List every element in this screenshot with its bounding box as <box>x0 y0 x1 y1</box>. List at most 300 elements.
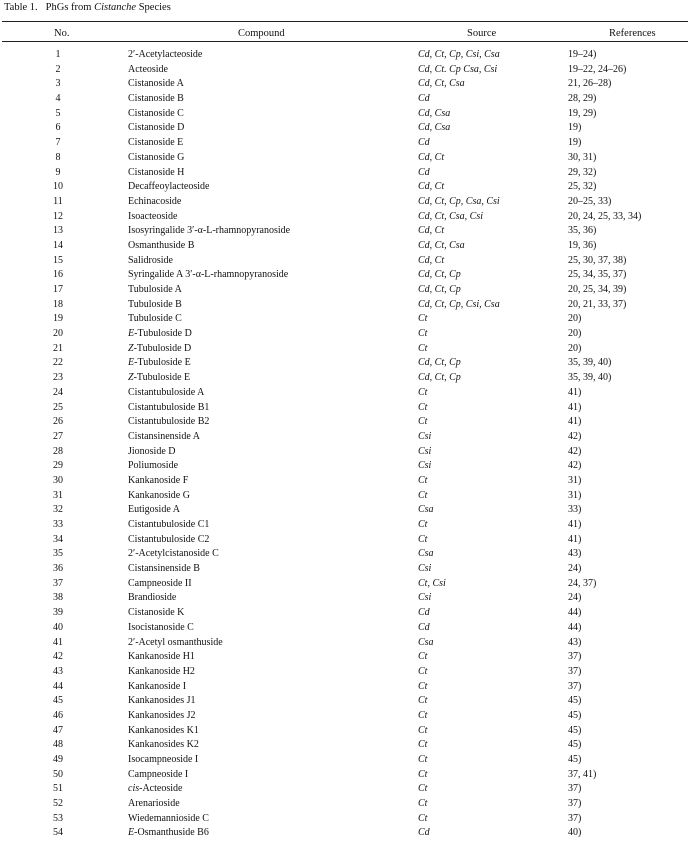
row-number: 25 <box>53 401 63 413</box>
compound-stereo-prefix: E <box>128 827 135 839</box>
compound-cell <box>128 547 219 562</box>
compound-name: 2′-Acetyl osmanthuside <box>128 636 223 648</box>
compound-name: Echinacoside <box>128 195 182 207</box>
table-row <box>0 107 691 122</box>
source-cell: Cd <box>418 621 430 633</box>
table-caption-title-end: Species <box>136 2 171 13</box>
compound-stereo-prefix: Z <box>128 372 134 384</box>
row-number: 20 <box>53 328 63 340</box>
compound-cell <box>128 812 209 827</box>
source-cell: Csi <box>418 592 432 604</box>
compound-name: Campneoside II <box>128 577 192 589</box>
references-cell: 19–24) <box>568 49 597 60</box>
source-cell: Ct <box>418 342 428 354</box>
references-cell: 45) <box>568 695 582 707</box>
row-number: 23 <box>53 372 63 384</box>
table-row <box>0 826 691 841</box>
compound-name: Wiedemannioside C <box>128 812 209 824</box>
compound-name: Campneoside I <box>128 768 189 780</box>
compound-name: -Tubuloside E <box>133 372 191 384</box>
references-cell: 20, 21, 33, 37) <box>568 298 627 310</box>
references-cell: 19) <box>568 122 582 134</box>
table-caption <box>4 1 171 15</box>
references-cell: 33) <box>568 504 582 516</box>
references-cell: 45) <box>568 754 582 765</box>
compound-name: Cistanoside A <box>128 78 184 90</box>
compound-name: Cistanoside K <box>128 607 185 619</box>
table-row <box>0 459 691 474</box>
table-header-rule <box>2 41 688 42</box>
source-cell: Csa <box>418 504 434 516</box>
source-cell: Cd, Ct, Cp, Csa, Csi <box>418 195 500 207</box>
compound-cell <box>128 738 199 753</box>
compound-stereo-prefix: E <box>128 328 135 340</box>
row-number: 26 <box>53 416 63 428</box>
compound-name: Cistanoside D <box>128 122 185 134</box>
compound-cell <box>128 533 209 548</box>
table-row <box>0 48 691 63</box>
compound-name: 2′-Acetylacteoside <box>128 49 203 60</box>
references-cell: 37) <box>568 798 582 810</box>
table-row <box>0 371 691 386</box>
source-cell: Ct <box>418 519 428 530</box>
compound-cell <box>128 312 182 327</box>
compound-cell <box>128 503 180 518</box>
table-row <box>0 415 691 430</box>
compound-name: Cistansinenside B <box>128 563 200 575</box>
table-row <box>0 753 691 768</box>
source-cell: Ct <box>418 724 428 736</box>
compound-name: Cistantubuloside C2 <box>128 533 210 545</box>
compound-name: -Tubuloside D <box>134 328 192 340</box>
compound-cell <box>128 445 176 460</box>
references-cell: 30, 31) <box>568 151 597 163</box>
row-number: 22 <box>53 357 63 369</box>
table-row <box>0 195 691 210</box>
compound-cell <box>128 210 177 225</box>
row-number: 40 <box>53 621 63 633</box>
compound-cell <box>128 63 168 78</box>
compound-name: Kankanosides J1 <box>128 695 196 707</box>
row-number: 13 <box>53 225 63 237</box>
references-cell: 37) <box>568 651 582 663</box>
compound-name: -Acteoside <box>139 783 183 795</box>
table-row <box>0 489 691 504</box>
compound-name: Arenarioside <box>128 798 180 810</box>
source-cell: Ct <box>418 783 428 795</box>
compound-name: 2′-Acetylcistanoside C <box>128 548 219 560</box>
table-row <box>0 812 691 827</box>
table-row <box>0 738 691 753</box>
compound-stereo-prefix: cis <box>128 783 140 795</box>
references-cell: 41) <box>568 416 582 428</box>
source-cell: Ct <box>418 651 428 663</box>
row-number: 38 <box>53 592 63 604</box>
table-row <box>0 268 691 283</box>
compound-name: Kankanoside H2 <box>128 665 195 677</box>
row-number: 2 <box>55 63 61 75</box>
table-row <box>0 342 691 357</box>
references-cell: 35, 39, 40) <box>568 357 612 369</box>
source-cell: Cd, Ct, Csa, Csi <box>418 210 484 222</box>
source-cell: Csi <box>418 460 432 472</box>
table-row <box>0 591 691 606</box>
references-cell: 42) <box>568 445 582 457</box>
compound-cell <box>128 724 199 739</box>
table-row <box>0 533 691 548</box>
compound-cell <box>128 77 184 92</box>
row-number: 41 <box>53 636 63 648</box>
row-number: 43 <box>53 665 63 677</box>
table-caption-prefix: Table 1. <box>4 2 38 13</box>
references-cell: 20) <box>568 328 582 340</box>
table-caption-title-start: PhGs from <box>45 2 95 13</box>
row-number: 15 <box>53 254 63 266</box>
compound-cell <box>128 518 209 533</box>
references-cell: 24, 37) <box>568 577 597 589</box>
row-number: 24 <box>53 386 63 398</box>
table-row <box>0 77 691 92</box>
compound-name: Isocistanoside C <box>128 621 194 633</box>
source-cell: Cd, Ct <box>418 181 445 193</box>
source-cell: Cd, Csa <box>418 122 451 134</box>
compound-cell <box>128 709 196 724</box>
table-row <box>0 312 691 327</box>
table-row <box>0 180 691 195</box>
compound-name: Kankanosides K2 <box>128 739 199 751</box>
table-row <box>0 445 691 460</box>
row-number: 35 <box>53 548 63 560</box>
table-row <box>0 210 691 225</box>
references-cell: 41) <box>568 533 582 545</box>
table-row <box>0 650 691 665</box>
table-row <box>0 665 691 680</box>
column-header-source: Source <box>467 28 497 39</box>
table-caption-genus: Cistanche <box>94 2 137 13</box>
source-cell: Ct <box>418 739 428 751</box>
compound-name: Salidroside <box>128 254 173 266</box>
column-header-compound: Compound <box>238 28 285 39</box>
references-cell: 40) <box>568 827 582 839</box>
row-number: 32 <box>53 504 63 516</box>
source-cell: Cd, Ct, Cp, Csi, Csa <box>418 298 500 310</box>
references-cell: 20–25, 33) <box>568 195 612 207</box>
compound-cell <box>128 327 192 342</box>
source-cell: Csa <box>418 548 434 560</box>
references-cell: 20) <box>568 342 582 354</box>
source-cell: Ct <box>418 812 428 824</box>
source-cell: Cd, Ct, Cp <box>418 284 461 295</box>
compound-cell <box>128 665 195 680</box>
column-header-no: No. <box>54 28 70 39</box>
row-number: 30 <box>53 474 63 486</box>
source-cell: Csi <box>418 563 432 575</box>
compound-cell <box>128 386 204 401</box>
compound-cell <box>128 562 200 577</box>
source-cell: Cd <box>418 166 430 178</box>
row-number: 36 <box>53 563 63 575</box>
compound-name: Isosyringalide 3′-α-L-rhamnopyranoside <box>128 225 291 237</box>
row-number: 12 <box>53 210 63 222</box>
table-row <box>0 694 691 709</box>
source-cell: Cd, Ct, Cp <box>418 357 461 369</box>
table-row <box>0 283 691 298</box>
source-cell: Cd <box>418 137 430 149</box>
table-row <box>0 63 691 78</box>
compound-name: Brandioside <box>128 592 177 604</box>
references-cell: 37) <box>568 812 582 824</box>
compound-name: Cistantubuloside B2 <box>128 416 210 428</box>
row-number: 5 <box>55 107 61 119</box>
compound-cell <box>128 283 182 298</box>
compound-name: Kankanoside G <box>128 489 190 501</box>
compound-cell <box>128 92 184 107</box>
compound-name: Kankanosides J2 <box>128 709 196 721</box>
compound-name: Cistanoside C <box>128 107 184 119</box>
table-top-rule <box>2 21 688 22</box>
compound-cell <box>128 48 202 63</box>
compound-cell <box>128 694 196 709</box>
table-row <box>0 606 691 621</box>
references-cell: 19, 29) <box>568 107 597 119</box>
table-row <box>0 680 691 695</box>
table-row <box>0 356 691 371</box>
row-number: 11 <box>53 195 63 207</box>
compound-cell <box>128 753 198 768</box>
compound-name: Tubuloside A <box>128 284 182 295</box>
compound-name: Cistantubuloside A <box>128 386 205 398</box>
row-number: 10 <box>53 181 63 193</box>
compound-name: Kankanoside I <box>128 680 187 692</box>
row-number: 52 <box>53 798 63 810</box>
table-row <box>0 136 691 151</box>
table-row <box>0 474 691 489</box>
source-cell: Ct <box>418 401 428 413</box>
references-cell: 45) <box>568 724 582 736</box>
references-cell: 21, 26–28) <box>568 78 612 90</box>
references-cell: 25, 34, 35, 37) <box>568 269 627 281</box>
row-number: 29 <box>53 460 63 472</box>
references-cell: 45) <box>568 709 582 721</box>
source-cell: Cd, Ct, Cp <box>418 269 461 281</box>
row-number: 19 <box>53 313 63 325</box>
source-cell: Cd, Ct, Csa <box>418 78 465 90</box>
compound-name: Tubuloside B <box>128 298 182 310</box>
table-row <box>0 239 691 254</box>
references-cell: 35, 36) <box>568 225 597 237</box>
table-row <box>0 166 691 181</box>
source-cell: Cd, Ct, Cp, Csi, Csa <box>418 49 500 60</box>
row-number: 46 <box>53 709 63 721</box>
table-row <box>0 577 691 592</box>
compound-cell <box>128 342 191 357</box>
row-number: 37 <box>53 577 63 589</box>
references-cell: 43) <box>568 636 582 648</box>
compound-cell <box>128 474 188 489</box>
compound-name: Isoacteoside <box>128 210 178 222</box>
compound-cell <box>128 797 180 812</box>
source-cell: Ct <box>418 489 428 501</box>
compound-cell <box>128 680 186 695</box>
table-row <box>0 151 691 166</box>
compound-cell <box>128 401 209 416</box>
table-body <box>0 48 691 841</box>
compound-name: Cistanoside H <box>128 166 185 178</box>
table-row <box>0 724 691 739</box>
source-cell: Ct <box>418 768 428 780</box>
references-cell: 41) <box>568 401 582 413</box>
references-cell: 25, 32) <box>568 181 597 193</box>
compound-cell <box>128 166 184 181</box>
source-cell: Cd <box>418 607 430 619</box>
references-cell: 31) <box>568 474 582 486</box>
compound-name: -Tubuloside E <box>134 357 191 369</box>
compound-name: Tubuloside C <box>128 313 182 325</box>
references-cell: 37) <box>568 783 582 795</box>
references-cell: 29, 32) <box>568 166 597 178</box>
row-number: 45 <box>53 695 63 707</box>
references-cell: 20, 24, 25, 33, 34) <box>568 210 642 222</box>
source-cell: Ct <box>418 416 428 428</box>
row-number: 39 <box>53 607 63 619</box>
row-number: 18 <box>53 298 63 310</box>
source-cell: Ct <box>418 665 428 677</box>
table-row <box>0 224 691 239</box>
compound-stereo-prefix: E <box>128 357 135 369</box>
column-header-references: References <box>609 28 656 39</box>
references-cell: 19–22, 24–26) <box>568 63 627 75</box>
source-cell: Ct <box>418 709 428 721</box>
row-number: 14 <box>53 239 63 251</box>
table-row <box>0 797 691 812</box>
references-cell: 24) <box>568 563 582 575</box>
row-number: 33 <box>53 519 63 530</box>
compound-name: Decaffeoylacteoside <box>128 181 210 193</box>
table-row <box>0 518 691 533</box>
compound-cell <box>128 591 176 606</box>
row-number: 1 <box>55 49 61 60</box>
table-row <box>0 768 691 783</box>
source-cell: Csi <box>418 430 432 442</box>
row-number: 50 <box>53 768 63 780</box>
source-cell: Cd, Ct. Cp Csa, Csi <box>418 63 498 75</box>
references-cell: 19) <box>568 137 582 149</box>
compound-name: Osmanthuside B <box>128 239 195 251</box>
row-number: 47 <box>53 724 63 736</box>
compound-name: Syringalide A 3′-α-L-rhamnopyranoside <box>128 269 289 281</box>
compound-cell <box>128 650 195 665</box>
row-number: 42 <box>53 651 63 663</box>
references-cell: 42) <box>568 430 582 442</box>
table-row <box>0 327 691 342</box>
compound-name: Eutigoside A <box>128 504 180 516</box>
compound-cell <box>128 254 173 269</box>
table-row <box>0 254 691 269</box>
compound-name: Acteoside <box>128 63 168 75</box>
table-row <box>0 401 691 416</box>
table-row <box>0 636 691 651</box>
compound-cell <box>128 430 200 445</box>
compound-stereo-prefix: Z <box>128 342 134 354</box>
row-number: 7 <box>55 137 61 149</box>
row-number: 4 <box>55 93 61 105</box>
references-cell: 24) <box>568 592 582 604</box>
compound-name: Cistantubuloside B1 <box>128 401 210 413</box>
compound-cell <box>128 782 182 797</box>
compound-cell <box>128 371 190 386</box>
row-number: 53 <box>53 812 63 824</box>
source-cell: Ct <box>418 474 428 486</box>
table-row <box>0 92 691 107</box>
compound-name: Poliumoside <box>128 460 179 472</box>
compound-name: Kankanoside H1 <box>128 651 195 663</box>
references-cell: 45) <box>568 739 582 751</box>
source-cell: Ct <box>418 386 428 398</box>
compound-cell <box>128 826 209 841</box>
compound-cell <box>128 577 192 592</box>
compound-name: -Osmanthuside B6 <box>134 827 209 839</box>
compound-cell <box>128 621 194 636</box>
row-number: 8 <box>55 151 61 163</box>
source-cell: Ct <box>418 680 428 692</box>
references-cell: 28, 29) <box>568 93 597 105</box>
compound-cell <box>128 224 290 239</box>
row-number: 21 <box>53 342 63 354</box>
references-cell: 37) <box>568 680 582 692</box>
references-cell: 41) <box>568 519 582 530</box>
table-row <box>0 782 691 797</box>
source-cell: Cd, Ct <box>418 225 445 237</box>
references-cell: 37) <box>568 665 582 677</box>
references-cell: 41) <box>568 386 582 398</box>
compound-name: -Tubuloside D <box>133 342 192 354</box>
row-number: 17 <box>53 284 63 295</box>
references-cell: 31) <box>568 489 582 501</box>
source-cell: Ct <box>418 328 428 340</box>
table-row <box>0 386 691 401</box>
compound-name: Kankanosides K1 <box>128 724 199 736</box>
row-number: 6 <box>55 122 61 134</box>
source-cell: Cd <box>418 93 430 105</box>
compound-name: Cistanoside E <box>128 137 184 149</box>
table-row <box>0 547 691 562</box>
source-cell: Cd <box>418 827 430 839</box>
table-row <box>0 430 691 445</box>
source-cell: Ct <box>418 533 428 545</box>
compound-cell <box>128 606 184 621</box>
compound-cell <box>128 136 183 151</box>
row-number: 54 <box>53 827 63 839</box>
source-cell: Ct <box>418 695 428 707</box>
source-cell: Cd, Csa <box>418 107 451 119</box>
compound-cell <box>128 121 184 136</box>
row-number: 44 <box>53 680 63 692</box>
source-cell: Ct <box>418 313 428 325</box>
compound-cell <box>128 768 188 783</box>
compound-cell <box>128 298 182 313</box>
references-cell: 20) <box>568 313 582 325</box>
table-row <box>0 121 691 136</box>
compound-cell <box>128 459 178 474</box>
source-cell: Cd, Ct <box>418 254 445 266</box>
compound-name: Kankanoside F <box>128 474 189 486</box>
compound-cell <box>128 107 184 122</box>
compound-name: Jionoside D <box>128 445 176 457</box>
compound-name: Cistantubuloside C1 <box>128 519 210 530</box>
source-cell: Cd, Ct <box>418 151 445 163</box>
table-row <box>0 709 691 724</box>
row-number: 9 <box>55 166 61 178</box>
